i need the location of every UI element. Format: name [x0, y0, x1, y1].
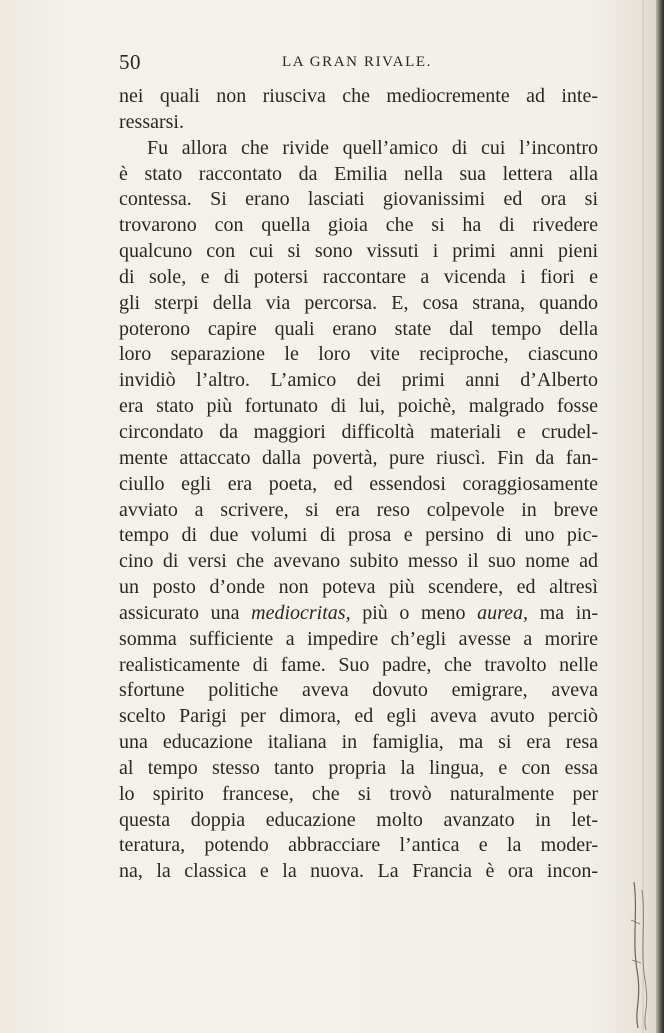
- margin-scribble: [628, 880, 658, 1030]
- italic-term-aurea: aurea,: [477, 601, 529, 624]
- text-line: poterono capire quali erano state dal tempo della: [119, 317, 598, 340]
- running-title: LA GRAN RIVALE.: [282, 54, 432, 70]
- text-line: loro separazione le loro vite reciproche, ciascuno: [119, 343, 598, 366]
- text-line: gli sterpi della via percorsa. E, cosa strana, quando: [119, 291, 598, 314]
- text-fragment: più o meno: [350, 601, 478, 624]
- text-line: avviato a scrivere, si era reso colpevole in breve: [119, 498, 598, 521]
- text-line: na, la classica e la nuova. La Francia è ora incon-: [119, 860, 598, 883]
- text-line: Fu allora che rivide quell’amico di cui l’incontro: [147, 136, 598, 159]
- text-line: qualcuno con cui si sono vissuti i primi anni pieni: [119, 240, 598, 263]
- text-line: nei quali non riusciva che mediocremente ad inte-: [119, 85, 598, 107]
- text-fragment: assicurato una: [119, 601, 252, 624]
- text-line: invidiò l’altro. L’amico dei primi anni d’Alberto: [119, 369, 598, 392]
- text-line: è stato raccontato da Emilia nella sua lettera alla: [119, 162, 598, 185]
- text-line: teratura, potendo abbracciare l’antica e la moder-: [119, 834, 598, 857]
- text-line: trovarono con quella gioia che si ha di rivedere: [119, 214, 598, 237]
- text-line: mente attaccato dalla povertà, pure riuscì. Fin da fan-: [119, 446, 598, 469]
- page-header: [119, 50, 598, 78]
- italic-term-mediocritas: mediocritas,: [251, 601, 351, 624]
- text-line: era stato più fortunato di lui, poichè, malgrado fosse: [119, 395, 598, 418]
- text-line: questa doppia educazione molto avanzato in let-: [119, 808, 598, 831]
- text-line: di sole, e di potersi raccontare a vicenda i fiori e: [119, 265, 598, 288]
- text-line: scelto Parigi per dimora, ed egli aveva avuto perciò: [119, 705, 598, 728]
- text-line: sfortune politiche aveva dovuto emigrare, aveva: [119, 679, 598, 702]
- text-line: realisticamente di fame. Suo padre, che travolto nelle: [119, 653, 598, 676]
- body-text: [119, 84, 598, 885]
- page-edge-line: [642, 0, 644, 1033]
- text-line: una educazione italiana in famiglia, ma si era resa: [119, 731, 598, 754]
- text-line: cino di versi che avevano subito messo il suo nome ad: [119, 550, 598, 573]
- text-line: somma sufficiente a impedire ch’egli avesse a morire: [119, 627, 598, 650]
- text-line: al tempo stesso tanto propria la lingua, e con essa: [119, 756, 598, 779]
- page-edge-shadow: [656, 0, 664, 1033]
- text-line: lo spirito francese, che si trovò naturalmente per: [119, 782, 598, 805]
- text-line: circondato da maggiori difficoltà materiali e crudel-: [119, 420, 598, 443]
- text-line: un posto d’onde non poteva più scendere, ed altresì: [119, 576, 598, 599]
- text-line: tempo di due volumi di prosa e persino di uno pic-: [119, 524, 598, 547]
- text-line: contessa. Si erano lasciati giovanissimi ed ora si: [119, 188, 598, 211]
- page-number: 50: [119, 50, 141, 74]
- text-line: ressarsi.: [119, 110, 184, 133]
- text-fragment: ma in-: [528, 601, 598, 624]
- text-line-italic-terms: [119, 601, 598, 627]
- text-line: ciullo egli era poeta, ed essendosi coraggiosamente: [119, 472, 598, 495]
